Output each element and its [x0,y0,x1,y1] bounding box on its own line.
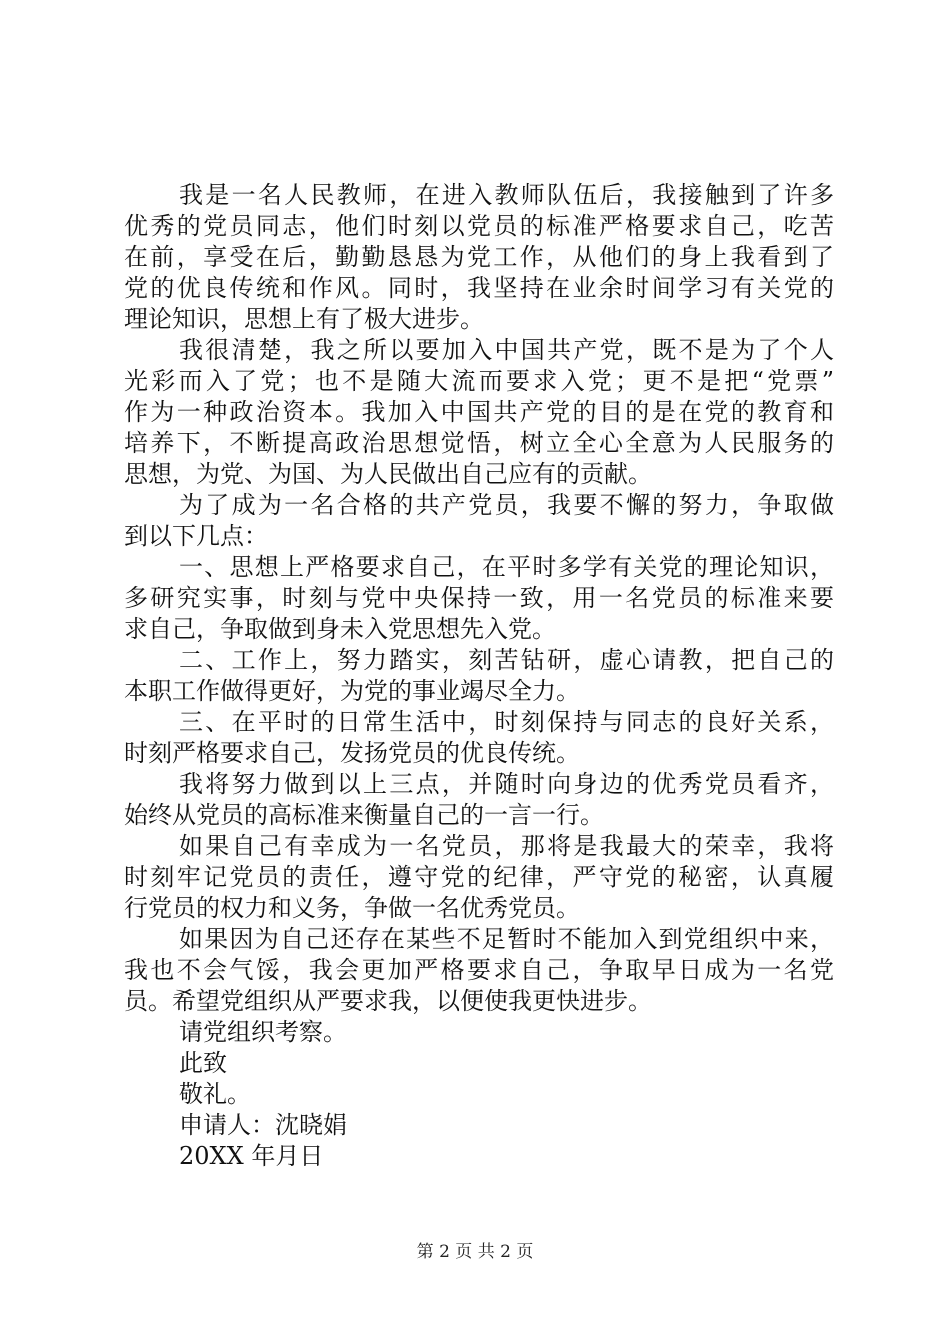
paragraph-3 [124,490,834,552]
paragraph-line: 如果自己有幸成为一名党员，那将是我最大的荣幸，我将 [179,832,834,860]
paragraph-line: 培养下，不断提高政治思想觉悟，树立全心全意为人民服务的 [124,429,834,457]
paragraph-9 [124,924,834,1017]
paragraph-line: 我很清楚，我之所以要加入中国共产党，既不是为了个人 [179,336,834,364]
paragraph-line: 时刻牢记党员的责任，遵守党的纪律，严守党的秘密，认真履 [124,863,834,891]
document-body [124,180,834,1172]
paragraph-line: 多研究实事，时刻与党中央保持一致，用一名党员的标准来要 [124,584,834,612]
paragraph-line: 在前，享受在后，勤勤恳恳为党工作，从他们的身上我看到了 [124,243,834,271]
paragraph-line: 党的优良传统和作风。同时，我坚持在业余时间学习有关党的 [124,274,834,302]
paragraph-line: 到以下几点： [124,522,268,550]
paragraph-line: 求自己，争取做到身未入党思想先入党。 [124,615,556,643]
closing-regards: 敬礼。 [179,1080,251,1108]
paragraph-1 [124,180,834,335]
paragraph-8 [124,831,834,924]
paragraph-line: 优秀的党员同志，他们时刻以党员的标准严格要求自己，吃苦 [124,212,834,240]
paragraph-line: 我将努力做到以上三点，并随时向身边的优秀党员看齐， [179,770,834,798]
paragraph-line: 为了成为一名合格的共产党员，我要不懈的努力，争取做 [179,491,834,519]
paragraph-2 [124,335,834,490]
paragraph-line: 理论知识，思想上有了极大进步。 [124,305,484,333]
application-date: 20XX 年月日 [179,1142,324,1170]
closing-block [124,1017,834,1172]
paragraph-line: 三、在平时的日常生活中，时刻保持与同志的良好关系， [179,708,834,736]
paragraph-line: 时刻严格要求自己，发扬党员的优良传统。 [124,739,580,767]
paragraph-line: 始终从党员的高标准来衡量自己的一言一行。 [124,801,604,829]
paragraph-7 [124,769,834,831]
paragraph-line: 行党员的权力和义务，争做一名优秀党员。 [124,894,580,922]
paragraph-line: 员。希望党组织从严要求我，以便使我更快进步。 [124,987,652,1015]
paragraph-line: 我是一名人民教师，在进入教师队伍后，我接触到了许多 [179,181,834,209]
paragraph-line: 我也不会气馁，我会更加严格要求自己，争取早日成为一名党 [124,956,834,984]
paragraph-line: 光彩而入了党；也不是随大流而要求入党；更不是把“党票” [124,367,834,395]
paragraph-4 [124,552,834,645]
page-footer: 第 2 页 共 2 页 [416,1242,534,1262]
paragraph-6 [124,707,834,769]
paragraph-line: 一、思想上严格要求自己，在平时多学有关党的理论知识， [179,553,834,581]
paragraph-line: 本职工作做得更好，为党的事业竭尽全力。 [124,677,580,705]
paragraph-5 [124,645,834,707]
closing-salutation: 此致 [179,1049,227,1077]
closing-request: 请党组织考察。 [179,1018,347,1046]
paragraph-line: 如果因为自己还存在某些不足暂时不能加入到党组织中来， [179,925,834,953]
applicant-signature: 申请人：沈晓娟 [179,1111,347,1139]
paragraph-line: 作为一种政治资本。我加入中国共产党的目的是在党的教育和 [124,398,834,426]
paragraph-line: 思想，为党、为国、为人民做出自己应有的贡献。 [124,460,652,488]
paragraph-line: 二、工作上，努力踏实，刻苦钻研，虚心请教，把自己的 [179,646,834,674]
